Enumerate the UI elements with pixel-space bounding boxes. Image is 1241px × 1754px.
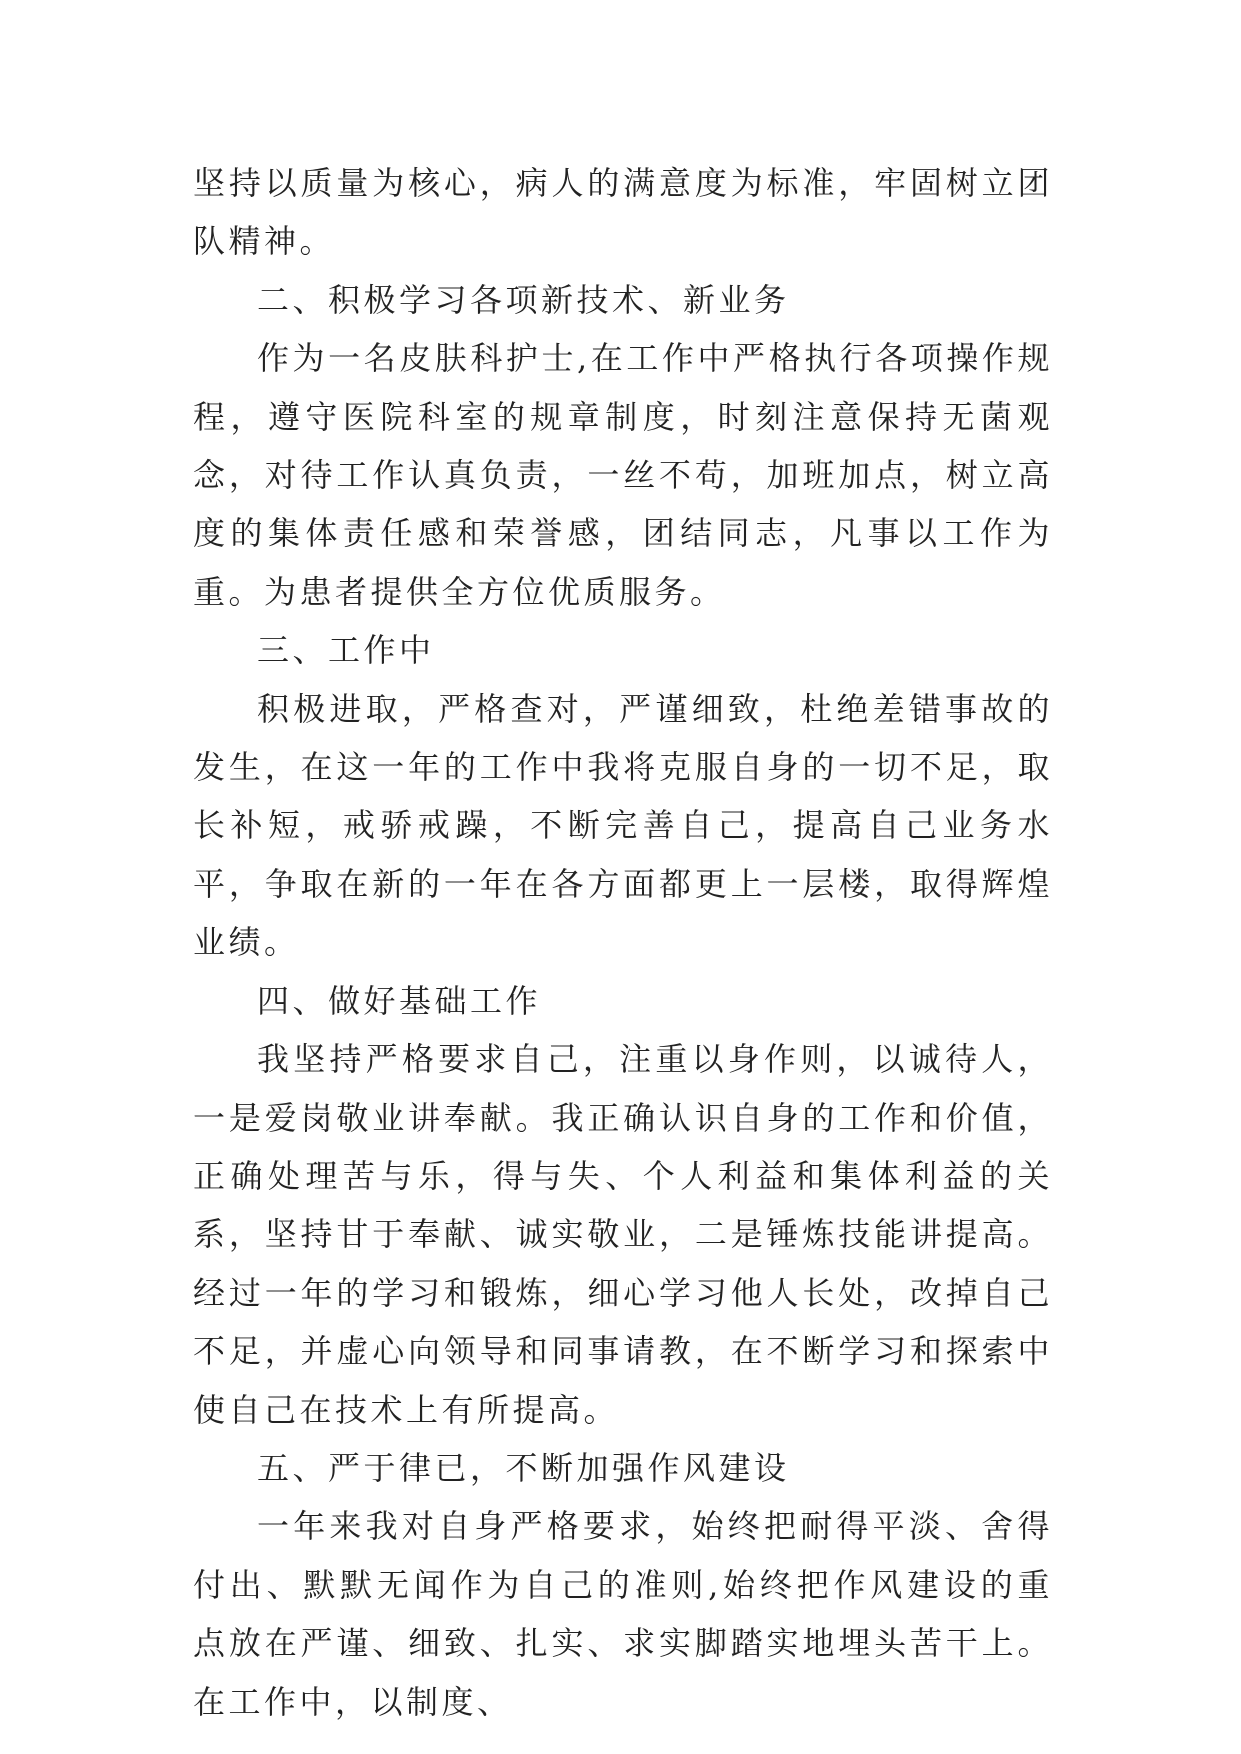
paragraph-continued: 坚持以质量为核心，病人的满意度为标准，牢固树立团队精神。: [193, 164, 1053, 261]
section-heading-2: 二、积极学习各项新技术、新业务: [257, 280, 790, 319]
section-heading-5: 五、严于律已，不断加强作风建设: [257, 1448, 790, 1487]
paragraph-section-4: 我坚持严格要求自己，注重以身作则，以诚待人，一是爱岗敬业讲奉献。我正确认识自身的工作和价值，正确处理苦与乐，得与失、个人利益和集体利益的关系，坚持甘于奉献、诚实敬业，二是锤炼技能讲提高。经过一年的学习和锻炼，细心学习他人长处，改掉自己不足，并虚心向领导和同事请教，在不断学习和探索中使自己在技术上有所提高。: [193, 1040, 1053, 1429]
section-heading-4: 四、做好基础工作: [257, 981, 542, 1020]
paragraph-section-2: 作为一名皮肤科护士,在工作中严格执行各项操作规程，遵守医院科室的规章制度，时刻注意保持无菌观念，对待工作认真负责，一丝不苟，加班加点，树立高度的集体责任感和荣誉感，团结同志，凡事以工作为重。为患者提供全方位优质服务。: [193, 339, 1053, 611]
paragraph-section-5: 一年来我对自身严格要求，始终把耐得平淡、舍得付出、默默无闻作为自己的准则,始终把作风建设的重点放在严谨、细致、扎实、求实脚踏实地埋头苦干上。在工作中，以制度、: [193, 1507, 1053, 1721]
section-heading-3: 三、工作中: [257, 631, 435, 670]
paragraph-section-3: 积极进取，严格查对，严谨细致，杜绝差错事故的发生，在这一年的工作中我将克服自身的一切不足，取长补短，戒骄戒躁，不断完善自己，提高自己业务水平，争取在新的一年在各方面都更上一层楼，取得辉煌业绩。: [193, 689, 1053, 962]
document-body: [193, 154, 1053, 1731]
